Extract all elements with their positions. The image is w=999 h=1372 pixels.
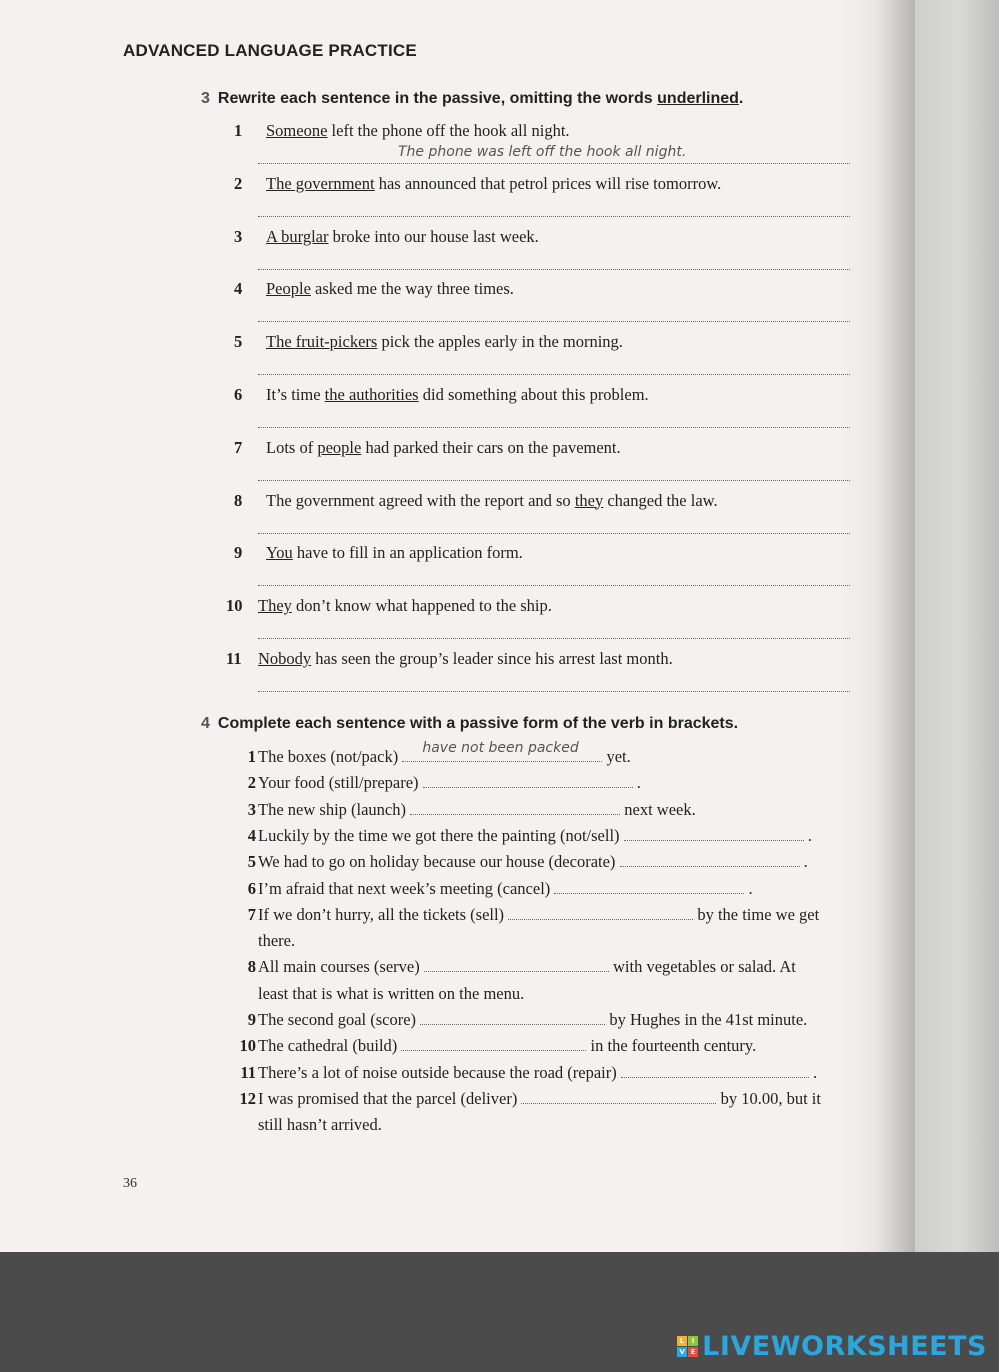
answer-blank[interactable] xyxy=(402,740,602,762)
item-number: 10 xyxy=(239,1036,256,1056)
ex3-item xyxy=(226,385,649,405)
sentence-text: The boxes (not/pack) xyxy=(258,747,403,766)
sentence-text: Lots of xyxy=(266,437,318,457)
underlined-words: the authorities xyxy=(324,385,419,404)
sentence xyxy=(258,954,852,1007)
sentence xyxy=(258,770,852,797)
underlined-words: they xyxy=(574,490,604,510)
sentence-text: by 10.00, but it xyxy=(716,1088,821,1108)
answer-line[interactable] xyxy=(258,427,850,428)
underlined-words: You xyxy=(266,543,293,563)
logo-grid-icon: L I V E xyxy=(677,1336,698,1357)
sentence-text: . xyxy=(799,852,808,872)
item-number: 11 xyxy=(226,649,242,668)
underlined-words: People xyxy=(266,279,311,299)
sentence-text: . xyxy=(744,878,753,898)
sentence-text: Your food (still/prepare) xyxy=(258,773,423,793)
answer-blank[interactable] xyxy=(554,881,744,894)
sentence-text: has seen the group’s leader since his arrest last month. xyxy=(311,649,673,668)
ex3-item xyxy=(226,491,718,511)
sentence xyxy=(258,849,852,876)
item-number: 10 xyxy=(226,596,243,616)
item-number: 5 xyxy=(247,852,256,872)
answer-blank[interactable] xyxy=(621,1065,809,1078)
exercise-4-title: 4 Complete each sentence with a passive form of the verb in brackets. xyxy=(201,715,739,732)
underlined-words: They xyxy=(258,596,292,616)
item-number: 1 xyxy=(234,121,243,140)
item-number: 3 xyxy=(247,799,256,819)
footer-bar xyxy=(0,1252,999,1372)
handwritten-answer[interactable]: The phone was left off the hook all night. xyxy=(398,144,687,160)
sentence-text: . xyxy=(803,825,812,845)
ex3-item xyxy=(226,596,552,616)
sentence-text: don’t know what happened to the ship. xyxy=(291,596,552,616)
answer-line[interactable] xyxy=(258,321,850,322)
ex3-item xyxy=(226,332,623,352)
sentence xyxy=(258,902,852,955)
sentence-text: We had to go on holiday because our house (decorate) xyxy=(258,852,620,872)
item-number: 2 xyxy=(247,773,256,793)
answer-line[interactable] xyxy=(258,480,850,481)
sentence xyxy=(258,1033,852,1060)
logo-wordmark: LIVEWORKSHEETS xyxy=(702,1331,987,1362)
underlined-words: Someone xyxy=(266,121,328,140)
sentence-text: left the phone off the hook all night. xyxy=(327,121,570,140)
ex3-item xyxy=(226,438,621,458)
sentence-text: pick the apples early in the morning. xyxy=(377,332,623,352)
answer-line[interactable] xyxy=(258,638,850,639)
answer-line[interactable] xyxy=(258,269,850,270)
sentence xyxy=(258,1086,852,1139)
exercise-3-title: 3 Rewrite each sentence in the passive, omitting the words underlined. xyxy=(201,90,744,107)
item-number: 5 xyxy=(234,332,243,352)
answer-blank[interactable] xyxy=(508,907,693,920)
item-number: 9 xyxy=(234,543,243,563)
handwritten-answer[interactable]: have not been packed xyxy=(422,740,579,756)
answer-line[interactable] xyxy=(258,691,850,692)
item-number: 11 xyxy=(240,1062,256,1082)
sentence-text-continued: still hasn’t arrived. xyxy=(258,1115,382,1135)
sentence-text: The cathedral (build) xyxy=(258,1036,402,1056)
ex3-item xyxy=(226,121,570,141)
answer-blank[interactable] xyxy=(420,1012,605,1025)
sentence-text: The government agreed with the report and so xyxy=(266,490,575,510)
page-header: ADVANCED LANGUAGE PRACTICE xyxy=(123,41,417,60)
item-number: 7 xyxy=(247,904,256,924)
sentence-text: . xyxy=(632,773,641,793)
sentence xyxy=(258,1060,852,1087)
sentence-text: yet. xyxy=(602,747,631,766)
item-number: 6 xyxy=(234,385,243,404)
answer-line[interactable] xyxy=(258,163,850,164)
ex3-item xyxy=(226,279,514,299)
answer-blank[interactable] xyxy=(624,828,804,841)
ex3-item xyxy=(226,227,539,247)
book-spine-shadow xyxy=(875,0,915,1252)
sentence-text: had parked their cars on the pavement. xyxy=(361,437,621,457)
underlined-words: Nobody xyxy=(258,649,312,668)
sentence-text: It’s time xyxy=(266,385,325,404)
answer-blank[interactable] xyxy=(521,1091,716,1104)
sentence-text: by Hughes in the 41st minute. xyxy=(605,1010,808,1029)
item-number: 4 xyxy=(234,279,243,299)
item-number: 2 xyxy=(234,173,243,193)
underlined-words: people xyxy=(317,437,362,457)
ex3-item xyxy=(226,543,523,563)
ex3-item xyxy=(226,649,673,669)
item-number: 6 xyxy=(247,878,256,898)
sentence-text: changed the law. xyxy=(603,490,718,510)
item-number: 8 xyxy=(247,957,256,977)
sentence-text: by the time we get xyxy=(693,904,820,924)
sentence-text: next week. xyxy=(620,799,696,819)
sentence-text: The second goal (score) xyxy=(258,1010,421,1029)
sentence-text: asked me the way three times. xyxy=(310,279,514,299)
sentence xyxy=(258,740,852,771)
item-number: 4 xyxy=(247,825,256,845)
sentence-text: in the fourteenth century. xyxy=(586,1036,757,1056)
answer-blank[interactable] xyxy=(401,1038,586,1051)
sentence-text: broke into our house last week. xyxy=(328,226,539,246)
underlined-words: A burglar xyxy=(266,226,329,246)
sentence-text: has announced that petrol prices will rise tomorrow. xyxy=(374,173,722,193)
sentence-text: have to fill in an application form. xyxy=(292,543,523,563)
sentence xyxy=(258,1007,852,1034)
answer-blank[interactable] xyxy=(424,959,609,972)
sentence-text: If we don’t hurry, all the tickets (sell) xyxy=(258,904,509,924)
item-number: 12 xyxy=(239,1088,256,1108)
sentence-text: All main courses (serve) xyxy=(258,957,424,977)
sentence-text: I was promised that the parcel (deliver) xyxy=(258,1088,522,1108)
sentence xyxy=(258,797,852,824)
page-number: 36 xyxy=(123,1176,137,1191)
sentence xyxy=(258,823,852,850)
ex3-item xyxy=(226,174,721,194)
item-number: 8 xyxy=(234,490,243,510)
sentence xyxy=(258,876,852,903)
sentence-text: . xyxy=(808,1062,818,1082)
answer-blank[interactable] xyxy=(410,802,620,815)
sentence-text-continued: least that is what is written on the menu. xyxy=(258,983,525,1003)
answer-line[interactable] xyxy=(258,585,850,586)
sentence-text: with vegetables or salad. At xyxy=(608,957,796,977)
sentence-text-continued: there. xyxy=(258,931,296,951)
sentence-text: did something about this problem. xyxy=(418,385,649,404)
answer-line[interactable] xyxy=(258,216,850,217)
underlined-words: The government xyxy=(266,173,375,193)
answer-line[interactable] xyxy=(258,374,850,375)
item-number: 3 xyxy=(234,226,243,246)
answer-line[interactable] xyxy=(258,533,850,534)
item-number: 1 xyxy=(247,747,256,766)
item-number: 7 xyxy=(234,437,243,457)
underlined-words: The fruit-pickers xyxy=(266,332,378,352)
answer-blank[interactable] xyxy=(423,775,633,788)
sentence-text: Luckily by the time we got there the painting (not/sell) xyxy=(258,825,624,845)
sentence-text: I’m afraid that next week’s meeting (cancel) xyxy=(258,878,555,898)
item-number: 9 xyxy=(247,1010,256,1029)
liveworksheets-logo xyxy=(677,1331,987,1362)
answer-blank[interactable] xyxy=(620,854,800,867)
sentence-text: The new ship (launch) xyxy=(258,799,411,819)
sentence-text: There’s a lot of noise outside because the road (repair) xyxy=(258,1062,621,1082)
